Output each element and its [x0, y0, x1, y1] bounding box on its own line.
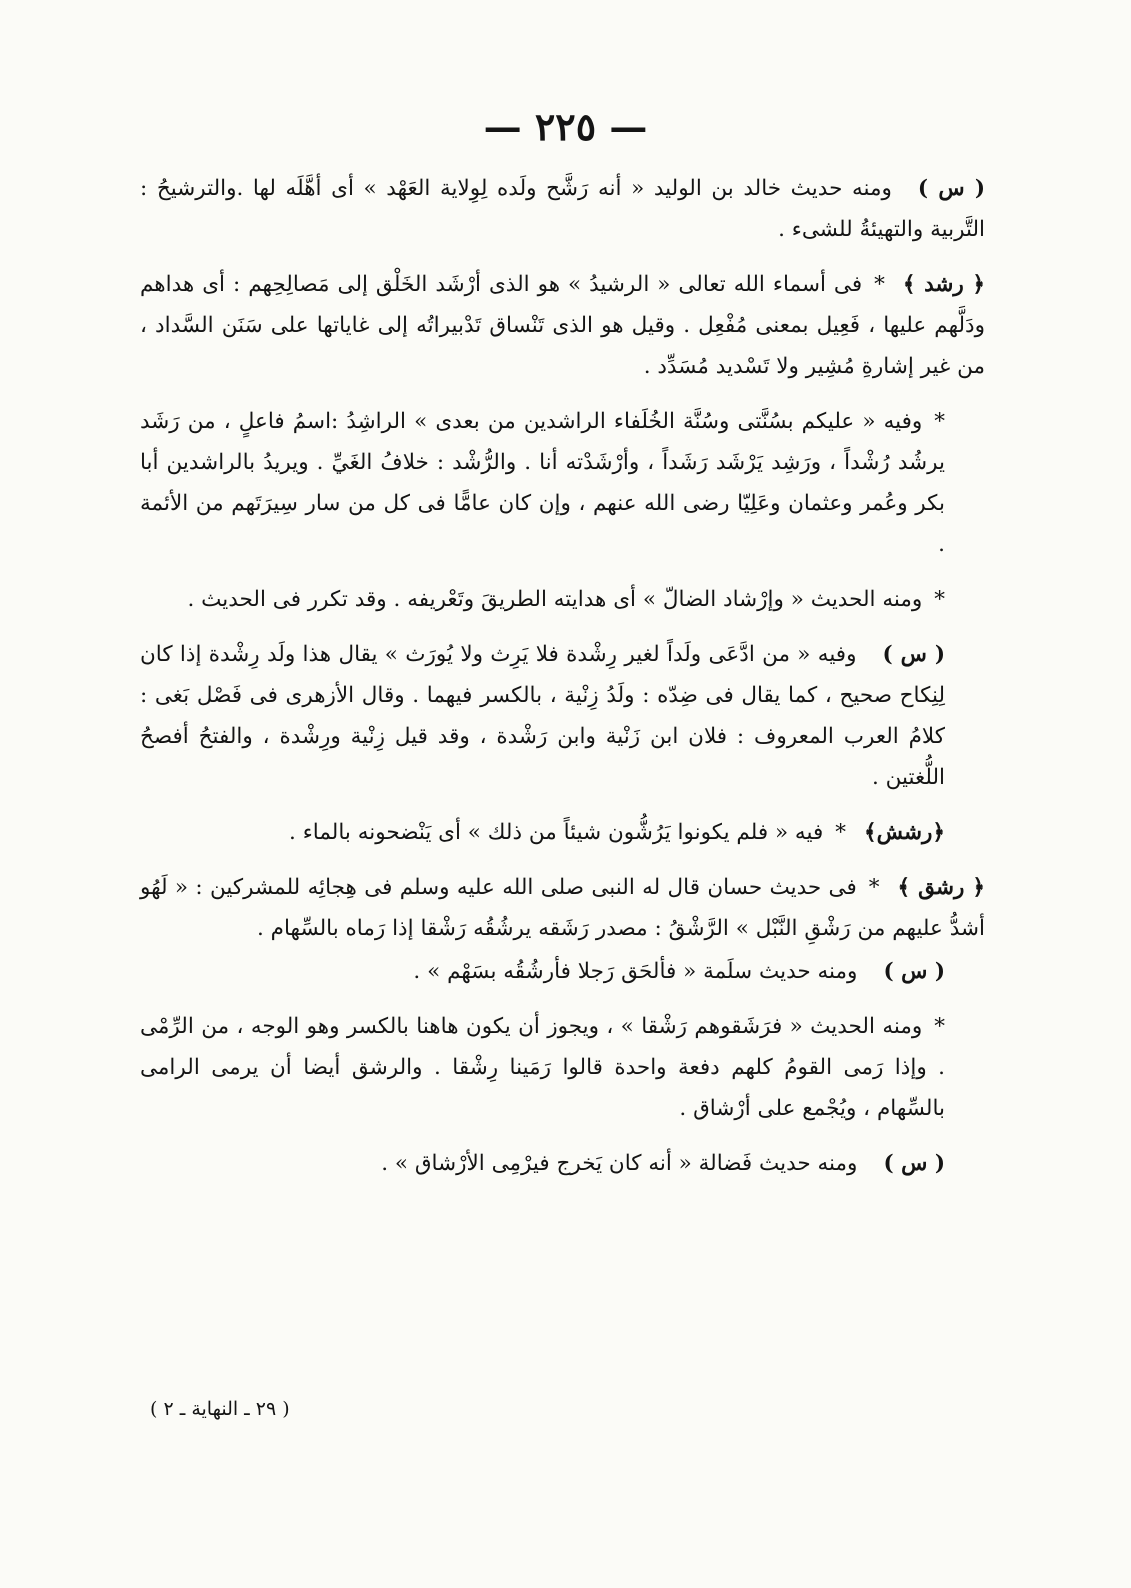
paragraph-text: وفيه « عليكم بسُنَّتى وسُنَّة الخُلَفاء الراشدين من بعدى » الراشِدُ :اسمُ فاعلٍ ، من رَشَد يرشُد رُشْداً ، ورَشِد يَرْشَد رَشَداً ، وأرْشَدْته أنا . والرُّشْد : خلافُ الغَيِّ . ويريدُ بالراشدين أبا بكر وعُمر وعثمان وعَلِيّا رضى الله عنهم ، وإن كان عامًّا فى كل من سار سِيرَتَهم من الأئمة . [140, 409, 945, 557]
paragraph-text: ومنه حديث سلَمة « فألحَق رَجلا فأرشُقُه بسَهْم » . [413, 959, 858, 984]
paragraph-irshad [140, 579, 985, 620]
entry-rashaq [140, 867, 985, 949]
paragraph-text: ومنه حديث خالد بن الوليد « أنه رَشَّح ولَده لِوِلاية العَهْد » أى أهَّلَه لها .والترشيحُ : التَّربية والتهيئةُ للشىء . [140, 176, 985, 242]
entry-headword: ﴿ رشد ﴾ [902, 272, 985, 297]
star-marker: * [934, 1014, 945, 1039]
paragraph-fadala [140, 1143, 985, 1184]
paragraph-salama [140, 951, 985, 992]
source-marker: ( س ) [882, 642, 946, 667]
star-marker: * [835, 820, 846, 845]
source-marker: ( س ) [883, 1151, 945, 1176]
entry-rashad [140, 264, 985, 387]
paragraph-text: وفيه « من ادَّعَى ولَداً لغير رِشْدة فلا يَرِث ولا يُورَث » يقال هذا ولَد رِشْدة إذا كان لِنِكاح صحيح ، كما يقال فى ضِدّه : ولَدُ زِنْية ، بالكسر فيهما . وقال الأزهرى فى فَصْل بَغى : كلامُ العرب المعروف : فلان ابن زَنْية وابن رَشْدة ، وقد قيل زِنْية ورِشْدة ، والفتحُ أفصحُ اللُّغتين . [140, 642, 945, 790]
paragraph-rashaquhum [140, 1006, 985, 1129]
paragraph-rashid-khulafa [140, 401, 985, 565]
paragraph-text: ومنه حديث فَضالة « أنه كان يَخرج فيرْمِى الأرْشاق » . [381, 1151, 858, 1176]
footer-signature: ( ٢٩ ـ النهاية ـ ٢ ) [150, 1398, 290, 1420]
paragraph-rishda [140, 634, 985, 798]
paragraph-rashshah [140, 168, 985, 250]
star-marker: * [868, 875, 880, 900]
entry-headword: ﴿رشش﴾ [863, 820, 945, 845]
paragraph-text: فى أسماء الله تعالى « الرشيدُ » هو الذى أرْشَد الخَلْق إلى مَصالِحِهم : أى هداهم ودَلَّهم عليها ، فَعِيل بمعنى مُفْعِل . وقيل هو الذى تَنْساق تَدْبيراتُه إلى غاياتها على سَنَن السَّداد ، من غير إشارةِ مُشِير ولا تَسْديد مُسَدِّد . [140, 272, 985, 379]
page-body [140, 168, 985, 1198]
paragraph-text: ومنه الحديث « فرَشَقوهم رَشْقا » ، ويجوز أن يكون هاهنا بالكسر وهو الوجه ، من الرِّمْى . وإذا رَمى القومُ كلهم دفعة واحدة قالوا رَمَينا رِشْقا . والرشق أيضا أن يرمى الرامى بالسِّهام ، ويُجْمع على أرْشاق . [140, 1014, 945, 1121]
page-number: — ٢٢٥ — [483, 104, 648, 149]
paragraph-text: فيه « فلم يكونوا يَرُشُّون شيئاً من ذلك » أى يَنْضحونه بالماء . [289, 820, 824, 845]
star-marker: * [934, 587, 945, 612]
source-marker: ( س ) [883, 959, 945, 984]
paragraph-text: فى حديث حسان قال له النبى صلى الله عليه وسلم فى هِجائِه للمشركين : « لَهُو أشدُّ عليهم من رَشْقِ النَّبْل » الرَّشْقُ : مصدر رَشَقه يرشُقُه رَشْقا إذا رَماه بالسِّهام . [140, 875, 985, 941]
star-marker: * [934, 409, 945, 434]
entry-headword: ﴿ رشق ﴾ [897, 875, 985, 900]
entry-rashash [140, 812, 985, 853]
star-marker: * [874, 272, 885, 297]
source-marker: ( س ) [917, 176, 986, 201]
paragraph-text: ومنه الحديث « وإرْشاد الضالّ » أى هدايته الطريقَ وتَعْريفه . وقد تكرر فى الحديث . [187, 587, 923, 612]
